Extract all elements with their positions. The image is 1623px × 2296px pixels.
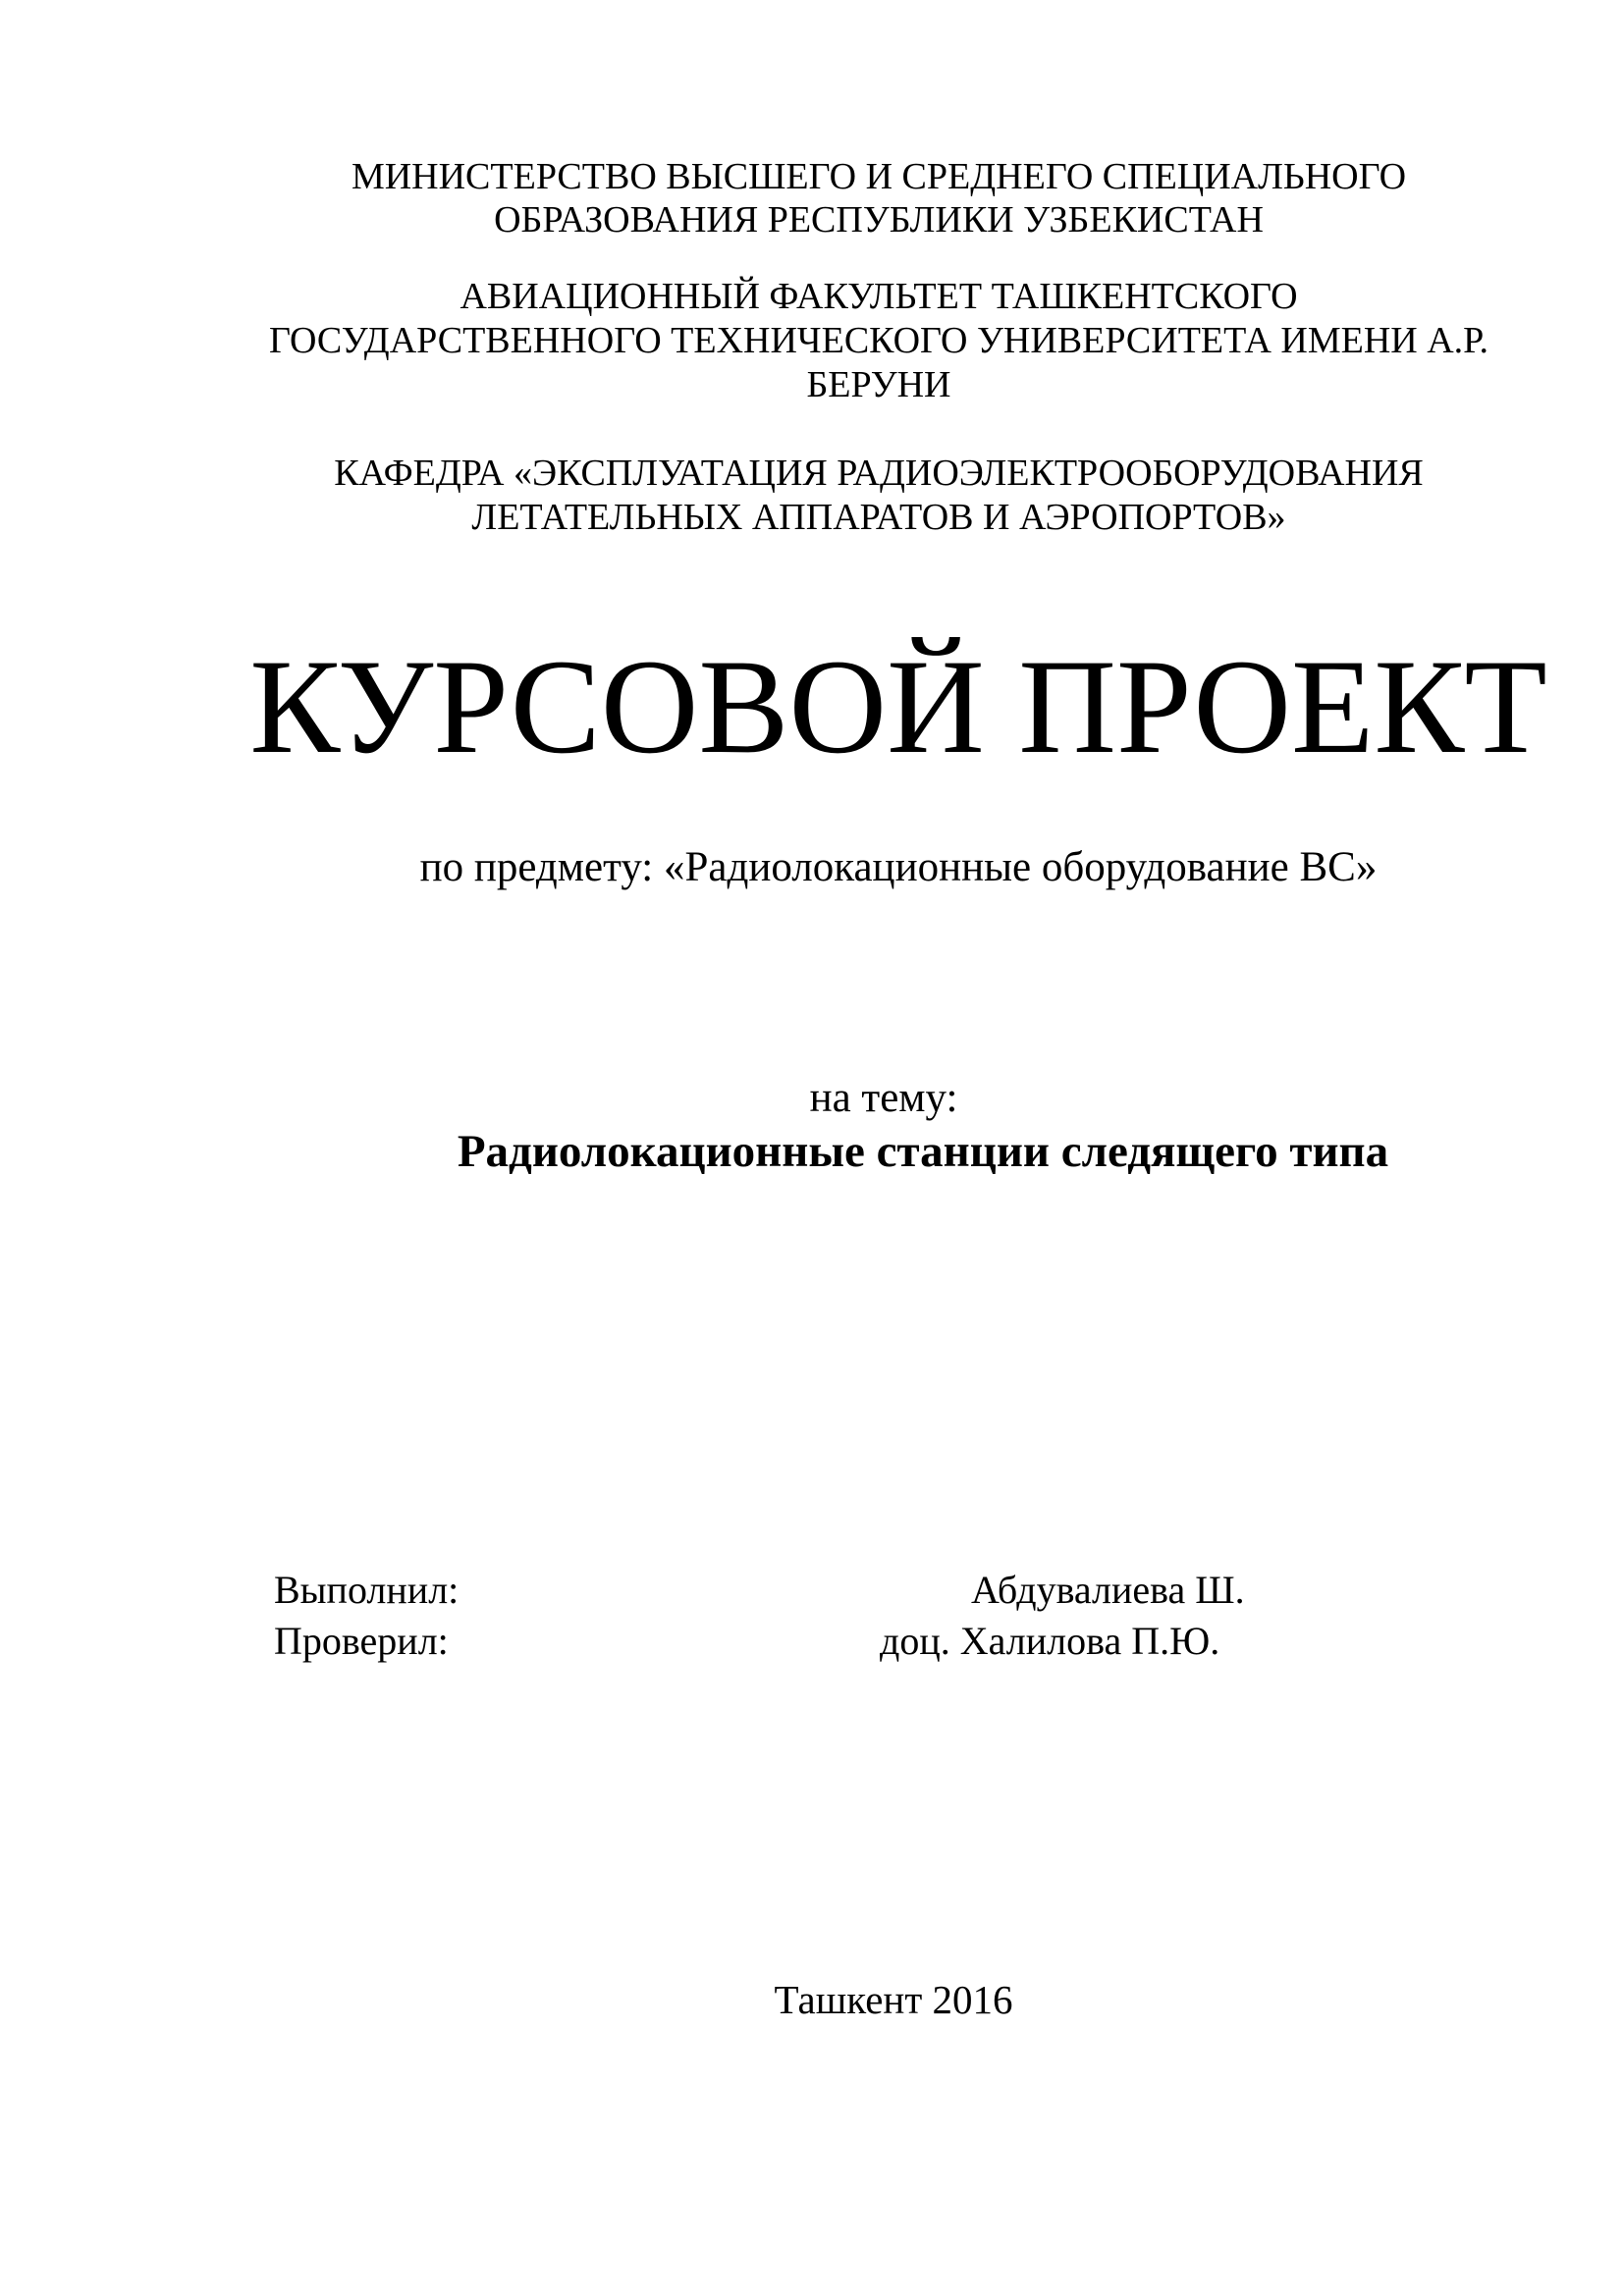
faculty-line-2: ГОСУДАРСТВЕННОГО ТЕХНИЧЕСКОГО УНИВЕРСИТЕТА ИМЕНИ А.Р.	[268, 320, 1489, 361]
faculty-line-1: АВИАЦИОННЫЙ ФАКУЛЬТЕТ ТАШКЕНТСКОГО	[460, 276, 1298, 317]
department-line-2: ЛЕТАТЕЛЬНЫХ АППАРАТОВ И АЭРОПОРТОВ»	[471, 497, 1286, 538]
checked-label: Проверил:	[274, 1619, 449, 1663]
ministry-line-2: ОБРАЗОВАНИЯ РЕСПУБЛИКИ УЗБЕКИСТАН	[494, 199, 1264, 240]
topic-title: Радиолокационные станции следящего типа	[457, 1126, 1389, 1177]
subject-line: по предмету: «Радиолокационные оборудование ВС»	[419, 844, 1378, 890]
performed-label: Выполнил:	[274, 1568, 460, 1612]
city-year: Ташкент 2016	[774, 1977, 1013, 2022]
department-line-1: КАФЕДРА «ЭКСПЛУАТАЦИЯ РАДИОЭЛЕКТРООБОРУДОВАНИЯ	[334, 453, 1424, 494]
ministry-line-1: МИНИСТЕРСТВО ВЫСШЕГО И СРЕДНЕГО СПЕЦИАЛЬНОГО	[351, 156, 1407, 197]
topic-label: на тему:	[809, 1075, 958, 1121]
document-title: КУРСОВОЙ ПРОЕКТ	[249, 631, 1547, 781]
checked-name: доц. Халилова П.Ю.	[880, 1619, 1220, 1663]
faculty-line-3: БЕРУНИ	[806, 364, 951, 405]
performed-name: Абдувалиева Ш.	[971, 1568, 1245, 1612]
